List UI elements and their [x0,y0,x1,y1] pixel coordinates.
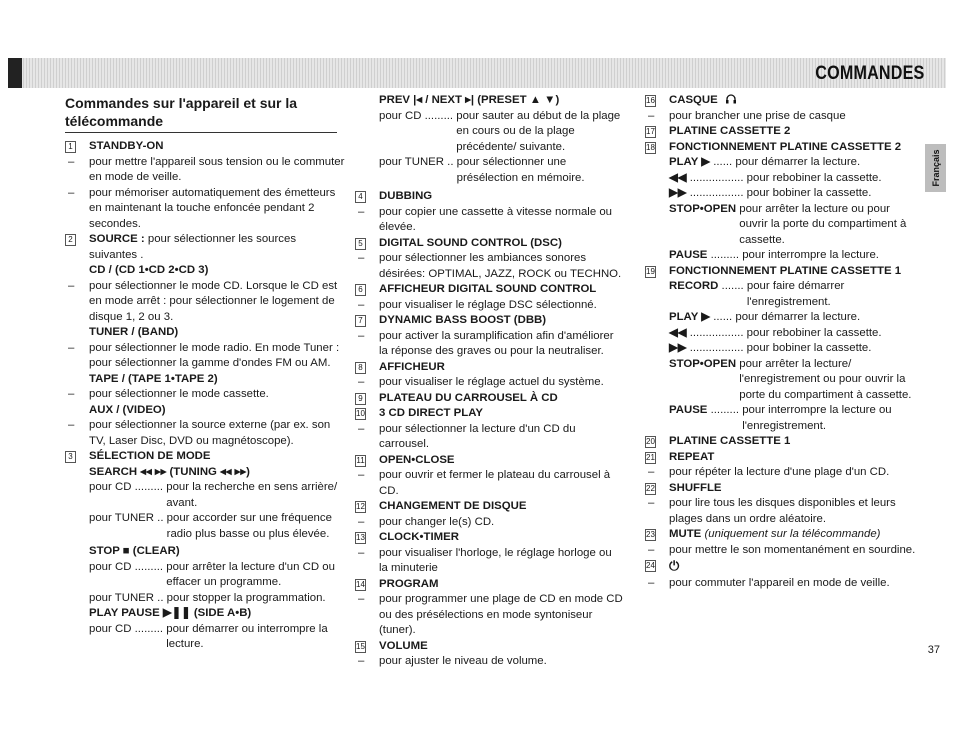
language-tab [925,144,946,192]
item-number: 4 [355,191,366,203]
dsc-display-heading: AFFICHEUR DIGITAL SOUND CONTROL [379,283,597,295]
display-desc: pour visualiser le réglage actuel du système. [379,376,604,388]
item-number: 7 [355,315,366,327]
program-heading: PROGRAM [379,577,439,590]
deck1-pause-key: PAUSE [669,404,708,416]
deck2-play-key: PLAY ▶ [669,156,711,168]
header-accent [8,58,22,88]
power-icon: ⏻ [669,558,680,573]
mode-select-heading: SÉLECTION DE MODE [89,450,211,462]
open-close-heading: OPEN•CLOSE [379,453,455,466]
standby-heading: STANDBY-ON [89,140,164,152]
repeat-desc: pour répéter la lecture d'une plage d'un CD. [669,466,890,478]
dbb-desc: pour activer la suramplification afin d'améliorer la réponse des graves ou pour la neutraliser. [379,329,614,357]
aux-heading: AUX / (VIDEO) [89,403,166,416]
deck2-heading: PLATINE CASSETTE 2 [669,125,791,137]
play-pause-heading: PLAY PAUSE ▶❚❚ (SIDE A•B) [89,607,252,619]
deck1-play-desc: pour démarrer la lecture. [735,311,861,323]
search-desc-cd: pour la recherche en sens arrière/ avant. [166,481,338,509]
section-title-line-1: Commandes sur l'appareil et sur la [65,95,298,111]
aux-desc: pour sélectionner la source externe (par ex. son TV, Laser Disc, DVD ou magnétoscope). [89,419,331,447]
deck2-pause-key: PAUSE [669,249,708,261]
item-number: 19 [646,266,655,276]
stop-heading: STOP ■ (CLEAR) [89,545,180,557]
dsc-heading: DIGITAL SOUND CONTROL (DSC) [379,236,562,249]
search-heading: SEARCH ◂◂ ▸▸ (TUNING ◂◂ ▸▸) [89,465,250,478]
search-desc-tuner: pour accorder sur une fréquence radio plus basse ou plus élevée. [166,512,332,540]
standby-desc-2: pour mémoriser automatiquement des émetteurs en maintenant la touche enfoncée pendant 2 secondes. [89,186,336,230]
deck2-ffwd-desc: pour bobiner la cassette. [746,187,872,199]
direct-play-heading: 3 CD DIRECT PLAY [379,407,484,419]
search-key-cd: pour CD ......... [89,481,167,493]
play-desc-cd: pour démarrer ou interrompre la lecture. [166,622,328,650]
carousel-heading: PLATEAU DU CARROUSEL À CD [379,391,558,404]
item-number: 12 [356,502,365,511]
item-number: 11 [356,455,365,465]
item-number: 14 [356,579,365,589]
item-number: 15 [356,641,365,651]
page-title: COMMANDES [814,63,924,84]
leader-dots: ...... [710,311,736,323]
item-number: 2 [65,234,76,246]
headphones-desc: pour brancher une prise de casque [669,109,846,122]
item-number: 17 [646,127,655,136]
tuner-heading: TUNER / (BAND) [89,326,179,338]
deck2-rewind-desc: pour rebobiner la cassette. [746,171,882,184]
headphones-icon [725,93,737,104]
deck1-stop-desc: pour arrêter la lecture/ l'enregistrement ou pour ouvrir la porte du compartiment à cassette. [739,357,912,401]
item-number: 3 [65,451,76,463]
deck1-ops-heading: FONCTIONNEMENT PLATINE CASSETTE 1 [669,264,902,277]
stop-desc-tuner: pour stopper la programmation. [166,591,326,604]
leader-dots: ................. [686,326,747,339]
deck1-record-key: RECORD [669,280,719,292]
deck2-ops-heading: FONCTIONNEMENT PLATINE CASSETTE 2 [669,140,902,153]
item-number: 23 [646,530,655,539]
column-2: PREV |◂ / NEXT ▸| (PRESET ▲ ▼) pour CD ......... pour sauter au début de la plage en cours ou de la plage précédente/ suivante. pour TUNER .. pour sélectionner une présélection en mémoire. 4 DUBBING – pour copier une cassette à vitesse normale ou élevée. 5 DIGITAL SOUND CONTROL (DSC) – pour sélectionner les ambiances sonores désirées: OPTIMAL, JAZZ, ROCK ou TECHNO. 6 AFFICHEUR DIGITAL SOUND CONTROL – pour visualiser le réglage DSC sélectionné. 7 DYNAMIC BASS BOOST (DBB) – pour activer la suramplification afin d'améliorer la réponse des graves ou pour la neutraliser. 8 AFFICHEUR – pour visualiser le réglage actuel du système. 9 PLATEAU DU CARROUSEL À CD 10 3 CD DIRECT PLAY – pour sélectionner la lecture d'un CD du carrousel. 11 OPEN•CLOSE – pour ouvrir et fermer le plateau du carrousel à CD. 12 CHANGEMENT DE DISQUE – pour changer le(s) CD. 13 CLOCK•TIMER – pour visualiser l'horloge, le réglage horloge ou la minuterie 14 PROGRAM – pour programmer une plage de CD en mode CD ou des présélections en mode syntoniseur (tuner). 15 VOLUME – pour ajuster le niveau de volume. [356,94,623,667]
deck2-ffwd-key: ▶▶ [669,187,687,199]
cd-heading: CD / (CD 1•CD 2•CD 3) [89,264,209,276]
tuner-desc: pour sélectionner le mode radio. En mode Tuner : pour sélectionner la gamme d'ondes FM ou AM. [89,341,340,369]
display-heading: AFFICHEUR [379,360,445,373]
standby-desc-1: pour mettre l'appareil sous tension ou le commuter en mode de veille. [89,155,345,183]
header-bar [8,58,946,88]
open-close-desc: pour ouvrir et fermer le plateau du carrousel à CD. [379,469,611,497]
language-tab-label: Français [930,149,941,187]
column-3: 16 CASQUE – pour brancher une prise de casque 17 PLATINE CASSETTE 2 18 FONCTIONNEMENT PLATINE CASSETTE 2 PLAY ▶ ...... pour démarrer la lecture. ◀◀ ................. pour rebobiner la cassette. ▶▶ ................. pour bobiner la cassette. STOP•OPEN pour arrêter la lecture ou pour ouvrir la porte du compartiment à cassette. PAUSE ......... pour interrompre la lecture. 19 FONCTIONNEMENT PLATINE CASSETTE 1 RECORD ....... pour faire démarrer l'enregistrement. PLAY ▶ ...... pour démarrer la lecture. ◀◀ ................. pour rebobiner la cassette. ▶▶ ................. pour bobiner la cassette. STOP•OPEN pour arrêter la lecture/ l'enregistrement ou pour ouvrir la porte du compartiment à cassette. PAUSE ......... pour interrompre la lecture ou l'enregistrement. 20 PLATINE CASSETTE 1 21 REPEAT – pour répéter la lecture d'une plage d'un CD. 22 SHUFFLE – pour lire tous les disques disponibles et leurs plages dans un ordre aléatoire. 23 MUTE (uniquement sur la télécommande) – pour mettre le son momentanément en sourdine. 24 ⏻ – pour commuter l'appareil en mode de veille. [645,93,920,591]
deck2-stop-key: STOP•OPEN [669,202,737,215]
item-number: 21 [646,452,655,462]
leader-dots: ................. [686,171,747,184]
leader-dots: ......... [707,249,743,261]
item-number: 5 [355,238,366,250]
prev-key-tuner: pour TUNER .. [379,156,457,168]
dsc-desc: pour sélectionner les ambiances sonores désirées: OPTIMAL, JAZZ, ROCK ou TECHNO. [379,252,622,280]
section-title [65,94,337,133]
item-number: 10 [356,409,365,418]
leader-dots: ................. [686,342,747,354]
item-number: 9 [355,393,366,405]
item-number: 8 [355,362,366,374]
deck1-stop-key: STOP•OPEN [669,357,737,370]
tape-heading: TAPE / (TAPE 1•TAPE 2) [89,372,218,385]
repeat-heading: REPEAT [669,450,715,463]
program-desc: pour programmer une plage de CD en mode CD ou des présélections en mode syntoniseur (tuner). [379,593,623,636]
volume-heading: VOLUME [379,639,428,652]
item-number: 18 [646,142,655,152]
item-number: 6 [355,284,366,296]
deck1-heading: PLATINE CASSETTE 1 [669,435,791,447]
deck1-rewind-desc: pour rebobiner la cassette. [746,326,882,339]
prev-next-heading: PREV |◂ / NEXT ▸| (PRESET ▲ ▼) [379,94,560,106]
shuffle-desc: pour lire tous les disques disponibles et leurs plages dans un ordre aléatoire. [669,497,896,525]
cd-desc: pour sélectionner le mode CD. Lorsque le CD est en mode arrêt : pour sélectionner le logement de disque 1, 2 ou 3. [89,279,338,323]
leader-dots: ......... [707,404,743,416]
deck2-play-desc: pour démarrer la lecture. [735,156,861,168]
item-number: 13 [356,533,365,542]
source-desc: pour sélectionner les sources suivantes . [89,233,297,261]
deck1-play-key: PLAY ▶ [669,311,711,323]
prev-desc-cd: pour sauter au début de la plage en cours ou de la plage précédente/ suivante. [456,109,621,153]
dsc-display-desc: pour visualiser le réglage DSC sélectionné. [379,298,597,311]
shuffle-heading: SHUFFLE [669,481,722,494]
deck1-rewind-key: ◀◀ [669,326,687,339]
mute-desc: pour mettre le son momentanément en sourdine. [669,543,916,556]
play-key-cd: pour CD ......... [89,622,167,635]
tape-desc: pour sélectionner le mode cassette. [89,388,269,400]
disc-change-heading: CHANGEMENT DE DISQUE [379,500,527,512]
clock-desc: pour visualiser l'horloge, le réglage horloge ou la minuterie [379,546,612,574]
mute-note: (uniquement sur la télécommande) [701,528,881,540]
search-key-tuner: pour TUNER .. [89,512,167,524]
mute-heading: MUTE [669,528,702,540]
leader-dots: ....... [718,280,747,292]
column-1: Commandes sur l'appareil et sur la télécommande 1 STANDBY-ON – pour mettre l'appareil sous tension ou le commuter en mode de veille. – pour mémoriser automatiquement des émetteurs en maintenant la touche enfoncée pendant 2 secondes. 2 SOURCE : pour sélectionner les sources suivantes . CD / (CD 1•CD 2•CD 3) – pour sélectionner le mode CD. Lorsque le CD est en mode arrêt : pour sélectionner le logement de disque 1, 2 ou 3. TUNER / (BAND) – pour sélectionner le mode radio. En mode Tuner : pour sélectionner la gamme d'ondes FM ou AM. TAPE / (TAPE 1•TAPE 2) – pour sélectionner le mode cassette. AUX / (VIDEO) – pour sélectionner la source externe (par ex. son TV, Laser Disc, DVD ou magnétoscope). 3 SÉLECTION DE MODE SEARCH ◂◂ ▸▸ (TUNING ◂◂ ▸▸) pour CD ......... pour la recherche en sens arrière/ avant. pour TUNER .. pour accorder sur une fréquence radio plus basse ou plus élevée. STOP ■ (CLEAR) pour CD ......... pour arrêter la lecture d'un CD ou effacer un programme. pour TUNER .. pour stopper la programmation. PLAY PAUSE ▶❚❚ (SIDE A•B) pour CD ......... pour démarrer ou interrompre la lecture. [65,93,345,653]
item-number: 22 [646,483,655,493]
deck2-stop-desc: pour arrêter la lecture ou pour ouvrir la porte du compartiment à cassette. [739,202,907,246]
item-number: 16 [646,96,655,105]
headphones-heading: CASQUE [669,94,718,106]
page-number: 37 [927,644,940,656]
source-heading: SOURCE : [89,233,145,245]
volume-desc: pour ajuster le niveau de volume. [379,655,547,667]
leader-dots: ...... [710,156,736,168]
deck2-rewind-key: ◀◀ [669,171,687,184]
deck1-ffwd-desc: pour bobiner la cassette. [746,342,872,354]
item-number: 20 [646,437,655,446]
dubbing-heading: DUBBING [379,190,433,202]
clock-heading: CLOCK•TIMER [379,531,459,543]
deck1-ffwd-key: ▶▶ [669,342,687,354]
dbb-heading: DYNAMIC BASS BOOST (DBB) [379,314,547,326]
item-number: 1 [65,141,76,153]
leader-dots: ................. [686,187,747,199]
stop-desc-cd: pour arrêter la lecture d'un CD ou effacer un programme. [166,560,335,588]
stop-key-tuner: pour TUNER .. [89,591,167,604]
power-desc: pour commuter l'appareil en mode de veille. [669,576,890,589]
deck1-pause-desc: pour interrompre la lecture ou l'enregistrement. [742,404,892,432]
prev-key-cd: pour CD ......... [379,109,457,122]
deck2-pause-desc: pour interrompre la lecture. [742,249,879,261]
direct-play-desc: pour sélectionner la lecture d'un CD du carrousel. [379,422,576,450]
section-title-line-2: télécommande [65,113,164,129]
deck1-record-desc: pour faire démarrer l'enregistrement. [746,280,845,308]
dubbing-desc: pour copier une cassette à vitesse normale ou élevée. [379,205,613,233]
disc-change-desc: pour changer le(s) CD. [379,515,495,528]
stop-key-cd: pour CD ......... [89,560,167,573]
prev-desc-tuner: pour sélectionner une présélection en mémoire. [456,156,585,184]
item-number: 24 [646,561,655,570]
